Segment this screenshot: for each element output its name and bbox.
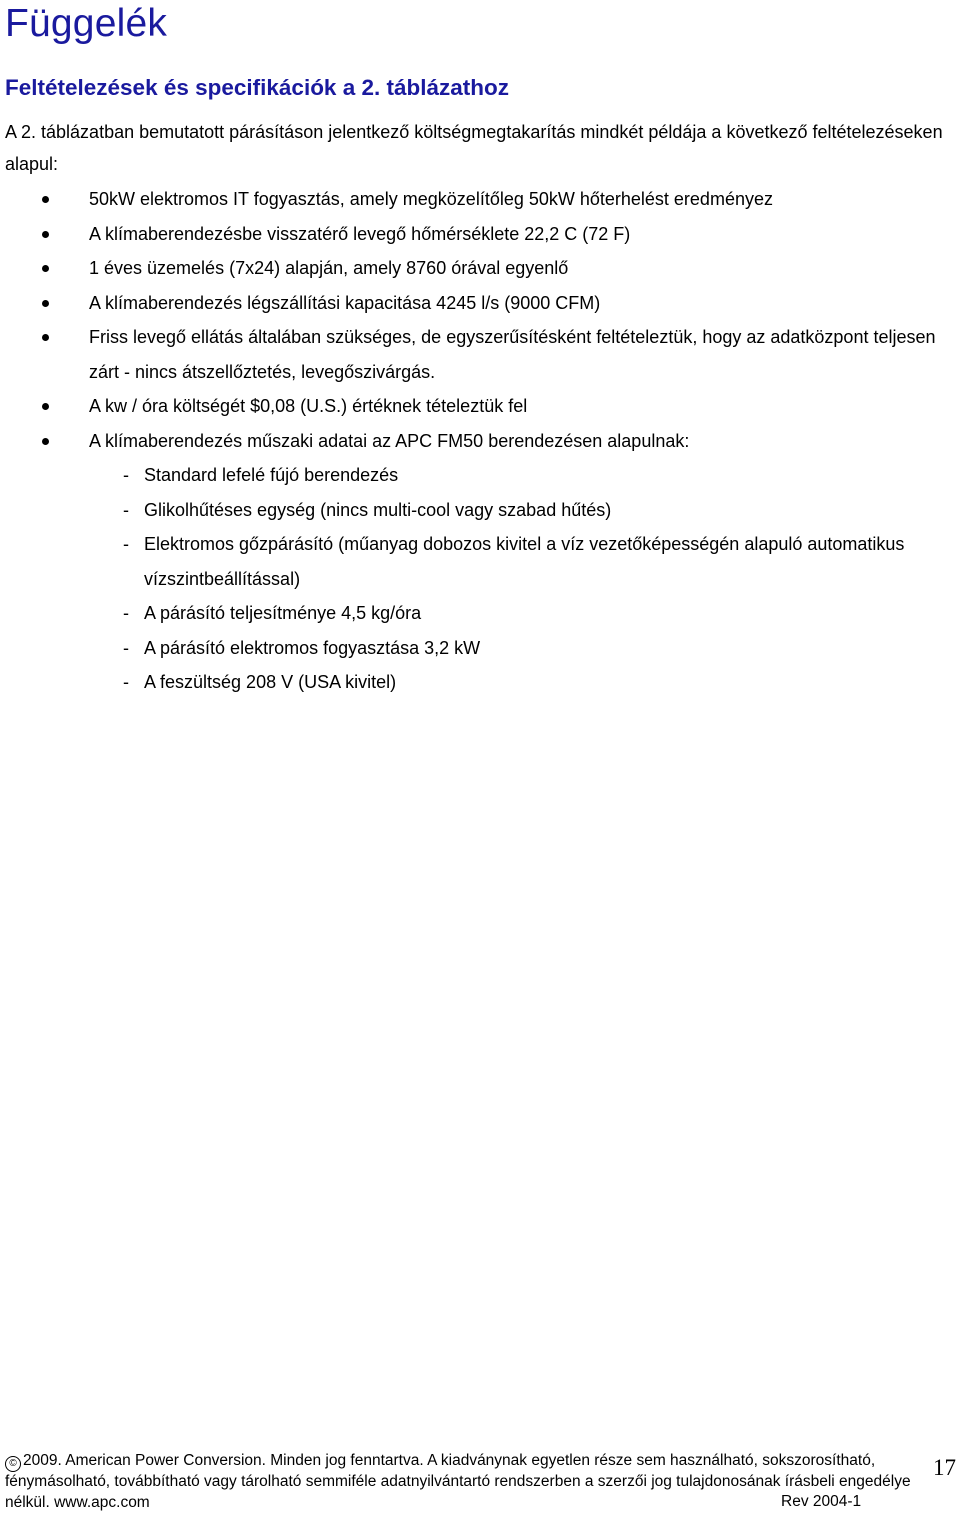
section-title: Feltételezések és specifikációk a 2. táblázathoz [5,75,509,101]
footer-line-3: nélkül. www.apc.com [5,1493,885,1513]
bullet-icon [42,300,49,307]
bullet-icon [42,403,49,410]
list-item-text: A klímaberendezés műszaki adatai az APC FM50 berendezésen alapulnak: [89,431,689,451]
page-title: Függelék [5,2,167,46]
dash-marker: - [123,458,129,493]
list-item-text: Friss levegő ellátás általában szükséges, de egyszerűsítésként feltételeztük, hogy az adatközpont teljesen zárt - nincs átszellőztetés, levegőszivárgás. [89,327,936,382]
bullet-icon [42,231,49,238]
list-item-text: A klímaberendezés légszállítási kapacitása 4245 l/s (9000 CFM) [89,293,600,313]
list-item [0,251,960,286]
list-item [0,217,960,252]
sublist-item [89,631,954,666]
sublist-item [89,665,954,700]
list-item-text: A kw / óra költségét $0,08 (U.S.) értéknek tételeztük fel [89,396,527,416]
list-item-text: 1 éves üzemelés (7x24) alapján, amely 8760 órával egyenlő [89,258,568,278]
bullet-icon [42,265,49,272]
list-item [0,389,960,424]
sublist-item [89,527,954,596]
sublist-item [89,596,954,631]
copyright-icon: © [5,1456,21,1472]
dash-marker: - [123,527,129,562]
dash-marker: - [123,493,129,528]
sublist-item-text: A párásító teljesítménye 4,5 kg/óra [144,603,421,623]
footer-line-2: fénymásolható, továbbítható vagy tárolható semmiféle adatnyilvántartó rendszerben a szerzői jog tulajdonosának írásbeli engedélye [5,1472,885,1493]
dash-marker: - [123,596,129,631]
copyright-text: 2009. American Power Conversion. Minden jog fenntartva. A kiadványnak egyetlen része sem használható, sokszorosítható, [23,1452,875,1469]
list-item [0,424,960,700]
sublist-item-text: Standard lefelé fújó berendezés [144,465,398,485]
bullet-icon [42,196,49,203]
sublist-item-text: A párásító elektromos fogyasztása 3,2 kW [144,638,480,658]
revision-label: Rev 2004-1 [781,1492,861,1513]
dash-marker: - [123,665,129,700]
sublist-item [89,458,954,493]
list-item-text: 50kW elektromos IT fogyasztás, amely megközelítőleg 50kW hőterhelést eredményez [89,189,773,209]
footer [5,1451,885,1513]
list-item [0,286,960,321]
list-item [0,182,960,217]
specs-sublist [89,458,954,700]
bullet-icon [42,438,49,445]
list-item [0,320,960,389]
intro-paragraph: A 2. táblázatban bemutatott párásításon jelentkező költségmegtakarítás mindkét példája a következő feltételezéseken alapul: [5,116,955,180]
bullet-icon [42,334,49,341]
sublist-item-text: Elektromos gőzpárásító (műanyag dobozos kivitel a víz vezetőképességén alapuló automatikus vízszintbeállítással) [144,534,904,589]
dash-marker: - [123,631,129,666]
page-number: 17 [933,1455,956,1481]
list-item-text: A klímaberendezésbe visszatérő levegő hőmérséklete 22,2 C (72 F) [89,224,630,244]
sublist-item-text: A feszültség 208 V (USA kivitel) [144,672,396,692]
sublist-item [89,493,954,528]
sublist-item-text: Glikolhűtéses egység (nincs multi-cool vagy szabad hűtés) [144,500,611,520]
footer-line-1 [5,1451,885,1472]
assumptions-list [0,182,960,700]
